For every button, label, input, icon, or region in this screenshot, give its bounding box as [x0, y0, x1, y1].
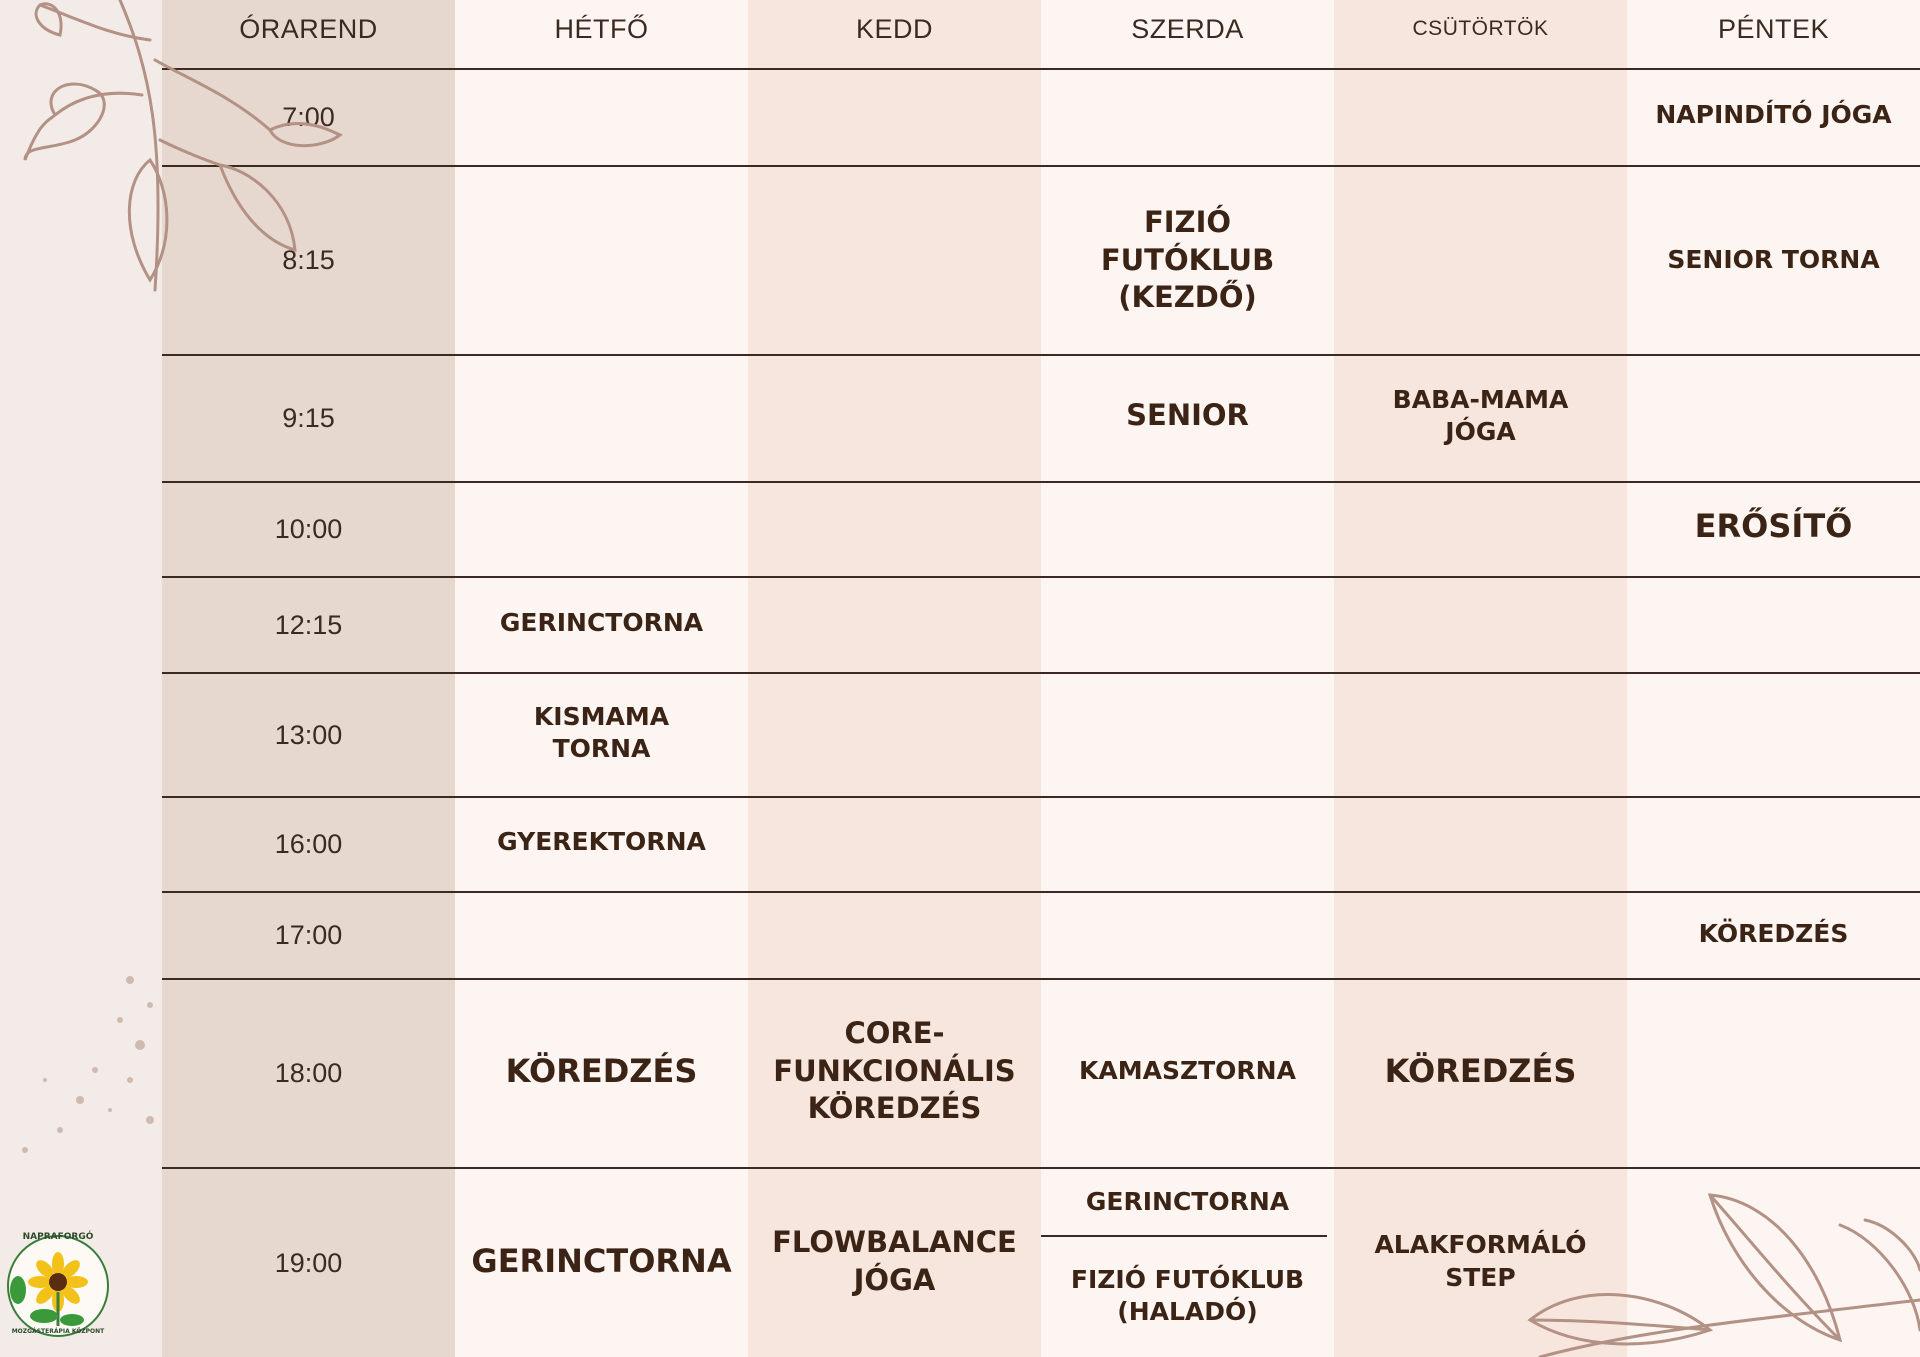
time-label: 19:00 — [274, 1247, 343, 1278]
header-wednesday: SZERDA — [1131, 13, 1244, 44]
class-friday-0700: NAPINDÍTÓ JÓGA — [1655, 99, 1892, 129]
header-thursday: CSÜTÖRTÖK — [1412, 17, 1549, 40]
class-tuesday-1800: CORE- FUNKCIONÁLIS KÖREDZÉS — [773, 1015, 1016, 1126]
class-wednesday-0915: SENIOR — [1126, 398, 1249, 433]
leaf-branch-top-icon — [0, 0, 360, 300]
time-label: 18:00 — [274, 1058, 343, 1088]
class-wednesday-0815: FIZIÓ FUTÓKLUB (KEZDŐ) — [1100, 204, 1275, 315]
class-wednesday-1800: KAMASZTORNA — [1079, 1056, 1296, 1086]
class-tuesday-1900: FLOWBALANCE JÓGA — [772, 1224, 1017, 1297]
sunflower-icon — [2, 1230, 114, 1342]
class-wednesday-1900-b: FIZIÓ FUTÓKLUB (HALADÓ) — [1070, 1264, 1305, 1326]
speckle-decoration — [0, 960, 160, 1160]
class-monday-1800: KÖREDZÉS — [505, 1051, 698, 1090]
class-monday-1300: KISMAMA TORNA — [533, 701, 670, 763]
time-label: 17:00 — [274, 920, 343, 950]
time-label: 10:00 — [274, 514, 343, 544]
time-label: 13:00 — [274, 719, 343, 750]
class-monday-1215: GERINCTORNA — [499, 607, 704, 637]
logo-bottom-text: MOZGÁSTERÁPIA KÖZPONT — [11, 1328, 105, 1335]
class-wednesday-1900-a: GERINCTORNA — [1085, 1186, 1290, 1216]
class-thursday-0915: BABA-MAMA JÓGA — [1392, 384, 1569, 446]
class-friday-1000: ERŐSÍTŐ — [1694, 507, 1853, 546]
header-friday: PÉNTEK — [1717, 13, 1830, 44]
logo-top-text: NAPRAFORGÓ — [22, 1232, 94, 1242]
time-label: 9:15 — [282, 403, 335, 433]
leaf-branch-bottom-icon — [1520, 1180, 1920, 1357]
logo — [2, 1230, 114, 1342]
time-label: 12:15 — [274, 609, 343, 640]
class-friday-1700: KÖREDZÉS — [1698, 918, 1849, 948]
header-time: ÓRAREND — [239, 13, 378, 44]
class-monday-1600: GYEREKTORNA — [497, 826, 706, 856]
time-label: 16:00 — [274, 829, 343, 859]
wednesday-19-divider — [1041, 1235, 1327, 1237]
class-friday-0815: SENIOR TORNA — [1667, 245, 1880, 275]
class-thursday-1900: ALAKFORMÁLÓ STEP — [1374, 1230, 1587, 1292]
class-thursday-1800: KÖREDZÉS — [1384, 1051, 1577, 1090]
time-label: 7:00 — [282, 102, 335, 132]
header-tuesday: KEDD — [855, 13, 933, 44]
class-monday-1900: GERINCTORNA — [471, 1241, 732, 1280]
time-label: 8:15 — [282, 245, 335, 275]
header-monday: HÉTFŐ — [554, 13, 649, 44]
